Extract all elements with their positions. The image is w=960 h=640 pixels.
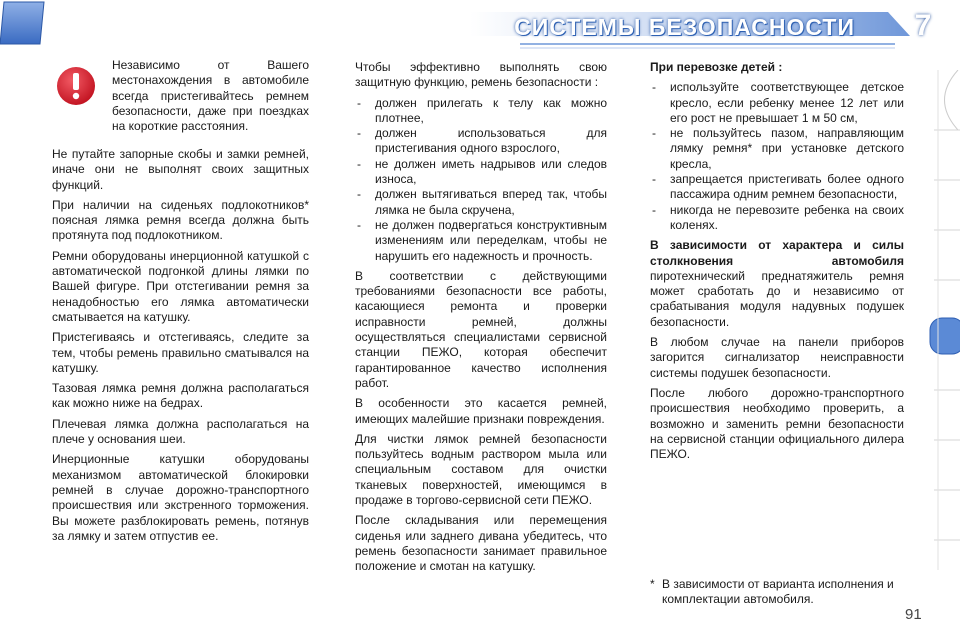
paragraph: Не путайте запорные скобы и замки ремней, иначе они не выполнят своих защитных функций. xyxy=(52,147,309,192)
page-header xyxy=(0,0,960,60)
footnote-text: В зависимости от варианта исполнения и комплектации автомобиля. xyxy=(662,577,894,607)
paragraph: В соответствии с действующими требованиями безопасности все работы, касающиеся ремонта и проверки исправности ремней, должны осуществляться специалистами сервисной станции ПЕЖО, которая обеспечит гарантированное качество исполнения работ. xyxy=(355,268,607,390)
paragraph: Тазовая лямка ремня должна располагаться как можно ниже на бедрах. xyxy=(52,381,309,411)
list-item: - должен прилегать к телу как можно плотнее, xyxy=(355,96,607,127)
pretensioner-paragraph xyxy=(650,238,904,330)
exclamation-icon xyxy=(56,66,96,106)
paragraph: Для чистки лямок ремней безопасности пользуйтесь водным раствором мыла или специальным составом для очистки тканевых поверхностей, имеющимся в продаже в торгово-сервисной сети ПЕЖО. xyxy=(355,431,607,508)
section-title: СИСТЕМЫ БЕЗОПАСНОСТИ xyxy=(514,14,855,40)
footnote-star: * xyxy=(650,577,655,591)
warning-block xyxy=(52,58,309,138)
paragraph: Инерционные катушки оборудованы механизмом автоматической блокировки ремней в случае дорожно-транспортного происшествия или экстренного торможения. Вы можете разблокировать ремень, потянув за лямку и затем отпустив ее. xyxy=(52,452,309,543)
chapter-badge xyxy=(0,0,46,46)
warning-text: Независимо от Вашего местонахождения в автомобиле всегда пристегивайтесь ремнем безопасности, даже при поездках на короткие расстояния. xyxy=(112,58,309,134)
paragraph: Пристегиваясь и отстегиваясь, следите за тем, чтобы ремень правильно сматывался на катушку. xyxy=(52,330,309,375)
children-heading: При перевозке детей : xyxy=(650,60,783,74)
pretensioner-bold: В зависимости от характера и силы столкновения автомобиля xyxy=(650,238,904,268)
requirements-list xyxy=(355,96,607,264)
column-middle xyxy=(355,60,607,580)
list-item: - не должен иметь надрывов или следов износа, xyxy=(355,157,607,188)
paragraph: В особенности это касается ремней, имеющих малейшие признаки повреждения. xyxy=(355,396,607,426)
paragraph: При наличии на сиденьях подлокотников* поясная лямка ремня всегда должна быть протянута под подлокотником. xyxy=(52,197,309,243)
paragraph: В любом случае на панели приборов загорится сигнализатор неисправности системы подушек безопасности. xyxy=(650,335,904,380)
paragraph: После складывания или перемещения сиденья или заднего дивана убедитесь, что ремень безопасности занимает правильное положение и смотан на катушку. xyxy=(355,513,607,574)
page-number: 91 xyxy=(905,606,922,623)
list-item: - никогда не перевозите ребенка на своих коленях. xyxy=(650,203,904,234)
list-item: - не должен подвергаться конструктивным изменениям или переделкам, чтобы не нарушить его надежность и прочность. xyxy=(355,218,607,264)
column-left xyxy=(52,58,309,549)
list-item: - должен вытягиваться вперед так, чтобы лямка не была скручена, xyxy=(355,187,607,218)
paragraph: Плечевая лямка должна располагаться на плече у основания шеи. xyxy=(52,416,309,447)
footnote xyxy=(650,577,904,608)
pretensioner-text: пиротехнический преднатяжитель ремня может сработать до и независимо от срабатывания модуля надувных подушек безопасности. xyxy=(650,268,904,329)
tab-divider xyxy=(945,70,959,130)
list-item: - должен использоваться для пристегивания одного взрослого, xyxy=(355,126,607,157)
intro-text: Чтобы эффективно выполнять свою защитную функцию, ремень безопасности : xyxy=(355,60,607,90)
children-list xyxy=(650,80,904,233)
chapter-tabs xyxy=(928,70,960,570)
list-item: - не пользуйтесь пазом, направляющим лямку ремня* при установке детского кресла, xyxy=(650,126,904,172)
list-item: - используйте соответствующее детское кресло, если ребенку менее 12 лет или его рост не превышает 1 м 50 см, xyxy=(650,80,904,126)
chapter-number: 7 xyxy=(914,9,932,42)
active-chapter-tab[interactable] xyxy=(930,318,960,354)
column-right xyxy=(650,60,904,467)
paragraph: Ремни оборудованы инерционной катушкой с автоматической подгонкой длины лямки по Вашей фигуре. При отстегивании ремня за ненадобностью его лямка автоматически сматывается на катушку. xyxy=(52,248,309,324)
paragraph: После любого дорожно-транспортного происшествия необходимо проверить, а возможно и заменить ремни безопасности на сервисной станции официального дилера ПЕЖО. xyxy=(650,385,904,462)
list-item: - запрещается пристегивать более одного пассажира одним ремнем безопасности, xyxy=(650,172,904,203)
